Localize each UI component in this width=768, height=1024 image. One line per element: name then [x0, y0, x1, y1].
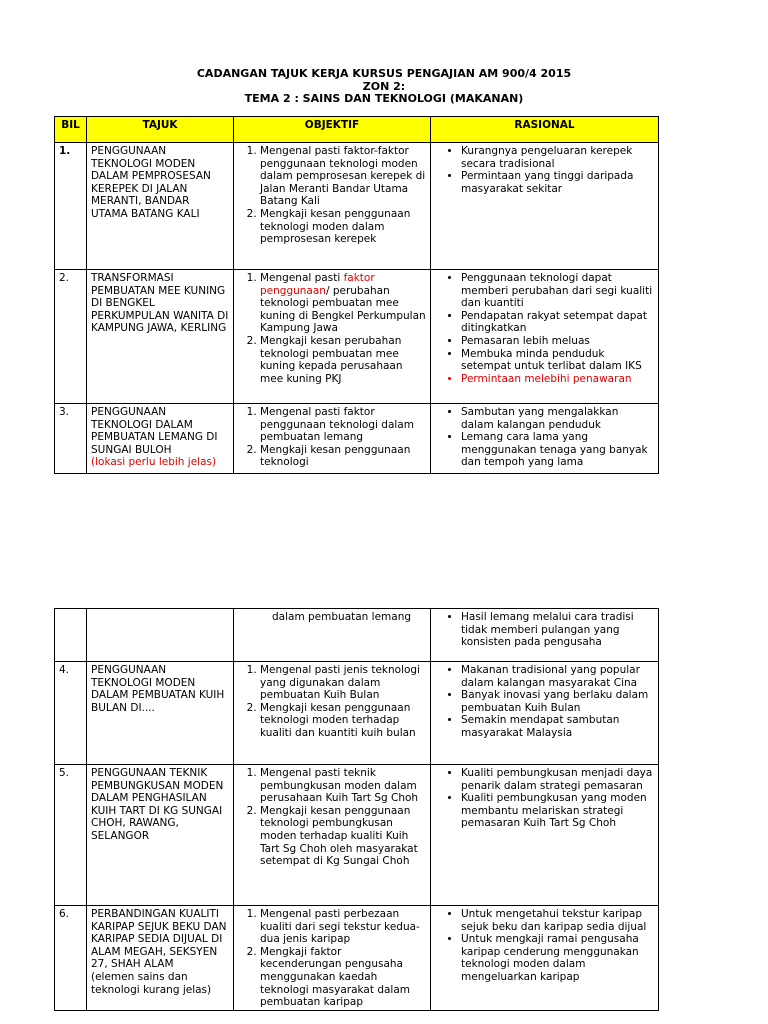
tajuk-text: PERBANDINGAN KUALITI KARIPAP SEJUK BEKU DAN KARIPAP SEDIA DIJUAL DI ALAM MEGAH, SEKSYEN 27, SHAH ALAM — [91, 908, 227, 971]
rasional-item: • Sambutan yang mengalakkan dalam kalangan penduduk — [461, 406, 654, 431]
proposal-table-page-2 — [54, 608, 659, 1011]
row-objektif — [234, 404, 431, 474]
rasional-item: • Kualiti pembungkusan yang moden membantu melariskan strategi pemasaran Kuih Tart Sg Choh — [461, 792, 654, 830]
rasional-item: • Kualiti pembungkusan menjadi daya penarik dalam strategi pemasaran — [461, 767, 654, 792]
objektif-item: 2. Mengkaji kesan penggunaan teknologi pembungkusan moden terhadap kualiti Kuih Tart Sg Choh oleh masyarakat setempat di Kg Sungai Choh — [260, 805, 426, 868]
row-objektif — [234, 270, 431, 404]
row-objektif — [234, 765, 431, 906]
column-header-objektif: OBJEKTIF — [234, 117, 431, 143]
table-row — [55, 906, 659, 1011]
row-objektif — [234, 609, 431, 662]
rasional-item: • Banyak inovasi yang berlaku dalam pembuatan Kuih Bulan — [461, 689, 654, 714]
row-rasional — [431, 404, 659, 474]
proposal-table-page-1 — [54, 116, 659, 474]
objektif-text: Mengenal pasti — [260, 272, 344, 284]
row-number: 6. — [55, 906, 87, 1011]
row-number: 1. — [55, 143, 87, 270]
column-header-tajuk: TAJUK — [87, 117, 234, 143]
rasional-item: • Semakin mendapat sambutan masyarakat Malaysia — [461, 714, 654, 739]
table-row — [55, 765, 659, 906]
column-header-bil: BIL — [55, 117, 87, 143]
rasional-item: • Kurangnya pengeluaran kerepek secara tradisional — [461, 145, 654, 170]
document-zone: ZON 2: — [362, 80, 406, 93]
rasional-item: • Lemang cara lama yang menggunakan tenaga yang banyak dan tempoh yang lama — [461, 431, 654, 469]
row-tajuk: PENGGUNAAN TEKNIK PEMBUNGKUSAN MODEN DALAM PENGHASILAN KUIH TART DI KG SUNGAI CHOH, RAWANG, SELANGOR — [87, 765, 234, 906]
row-rasional — [431, 906, 659, 1011]
tajuk-text: PENGGUNAAN TEKNOLOGI DALAM PEMBUATAN LEMANG DI SUNGAI BULOH — [91, 406, 218, 456]
objektif-item: 1. Mengenal pasti faktor penggunaan teknologi dalam pembuatan lemang — [260, 406, 426, 444]
column-header-rasional: RASIONAL — [431, 117, 659, 143]
rasional-item: • Untuk mengkaji ramai pengusaha karipap cenderung menggunakan teknologi moden dalam mengeluarkan karipap — [461, 933, 654, 983]
tajuk-note: (lokasi perlu lebih jelas) — [91, 456, 217, 469]
table-row — [55, 404, 659, 474]
objektif-item: 1. Mengenal pasti perbezaan kualiti dari segi tekstur kedua-dua jenis karipap — [260, 908, 426, 946]
table-header-row — [55, 117, 659, 143]
row-objektif — [234, 143, 431, 270]
row-rasional — [431, 662, 659, 765]
rasional-item: • Pendapatan rakyat setempat dapat ditingkatkan — [461, 310, 654, 335]
objektif-text: / perubahan teknologi pembuatan mee kuning di Bengkel Perkumpulan Kampung Jawa — [260, 284, 426, 335]
row-rasional — [431, 765, 659, 906]
rasional-item-highlight: • Permintaan melebihi penawaran — [461, 373, 654, 386]
table-row — [55, 270, 659, 404]
document-title: CADANGAN TAJUK KERJA KURSUS PENGAJIAN AM 900/4 2015 — [196, 67, 572, 80]
row-rasional — [431, 143, 659, 270]
table-row — [55, 143, 659, 270]
row-number-empty — [55, 609, 87, 662]
objektif-item: 2. Mengkaji faktor kecenderungan pengusaha menggunakan kaedah teknologi masyarakat dalam pembuatan karipap — [260, 946, 426, 1009]
row-number: 4. — [55, 662, 87, 765]
row-tajuk — [87, 906, 234, 1011]
row-tajuk — [87, 404, 234, 474]
rasional-item: • Pemasaran lebih meluas — [461, 335, 654, 348]
row-objektif — [234, 906, 431, 1011]
objektif-item: 1. Mengenal pasti faktor-faktor penggunaan teknologi moden dalam pemprosesan kerepek di Jalan Meranti Bandar Utama Batang Kali — [260, 145, 426, 208]
objektif-item: 2. Mengkaji kesan perubahan teknologi pembuatan mee kuning kepada perusahaan mee kuning PKJ — [260, 335, 426, 385]
row-rasional — [431, 609, 659, 662]
row-rasional — [431, 270, 659, 404]
rasional-item: • Makanan tradisional yang popular dalam kalangan masyarakat Cina — [461, 664, 654, 689]
objektif-item: 1. Mengenal pasti jenis teknologi yang digunakan dalam pembuatan Kuih Bulan — [260, 664, 426, 702]
table-row — [55, 662, 659, 765]
objektif-item — [260, 272, 426, 335]
row-objektif — [234, 662, 431, 765]
objektif-highlight: faktor penggunaan — [260, 272, 375, 297]
row-tajuk: PENGGUNAAN TEKNOLOGI MODEN DALAM PEMBUATAN KUIH BULAN DI.... — [87, 662, 234, 765]
tajuk-note: (elemen sains dan teknologi kurang jelas) — [91, 970, 212, 996]
document-theme: TEMA 2 : SAINS DAN TEKNOLOGI (MAKANAN) — [244, 92, 524, 105]
rasional-item: • Permintaan yang tinggi daripada masyarakat sekitar — [461, 170, 654, 195]
rasional-item: • Membuka minda penduduk setempat untuk terlibat dalam IKS — [461, 348, 654, 373]
objektif-item: 2. Mengkaji kesan penggunaan teknologi moden terhadap kualiti dan kuantiti kuih bulan — [260, 702, 426, 740]
rasional-item: • Hasil lemang melalui cara tradisi tidak memberi pulangan yang konsisten pada pengusaha — [461, 611, 654, 649]
objektif-item: 2. Mengkaji kesan penggunaan teknologi — [260, 444, 426, 469]
row-tajuk-empty — [87, 609, 234, 662]
row-number: 3. — [55, 404, 87, 474]
objektif-continuation: dalam pembuatan lemang — [272, 611, 412, 623]
rasional-item: • Untuk mengetahui tekstur karipap sejuk beku dan karipap sedia dijual — [461, 908, 654, 933]
objektif-item: 2. Mengkaji kesan penggunaan teknologi moden dalam pemprosesan kerepek — [260, 208, 426, 246]
row-tajuk: PENGGUNAAN TEKNOLOGI MODEN DALAM PEMPROSESAN KEREPEK DI JALAN MERANTI, BANDAR UTAMA BATANG KALI — [87, 143, 234, 270]
row-number: 5. — [55, 765, 87, 906]
objektif-item: 1. Mengenal pasti teknik pembungkusan moden dalam perusahaan Kuih Tart Sg Choh — [260, 767, 426, 805]
rasional-item: • Penggunaan teknologi dapat memberi perubahan dari segi kualiti dan kuantiti — [461, 272, 654, 310]
row-tajuk: TRANSFORMASI PEMBUATAN MEE KUNING DI BENGKEL PERKUMPULAN WANITA DI KAMPUNG JAWA, KERLING — [87, 270, 234, 404]
table-row-continued — [55, 609, 659, 662]
row-number: 2. — [55, 270, 87, 404]
